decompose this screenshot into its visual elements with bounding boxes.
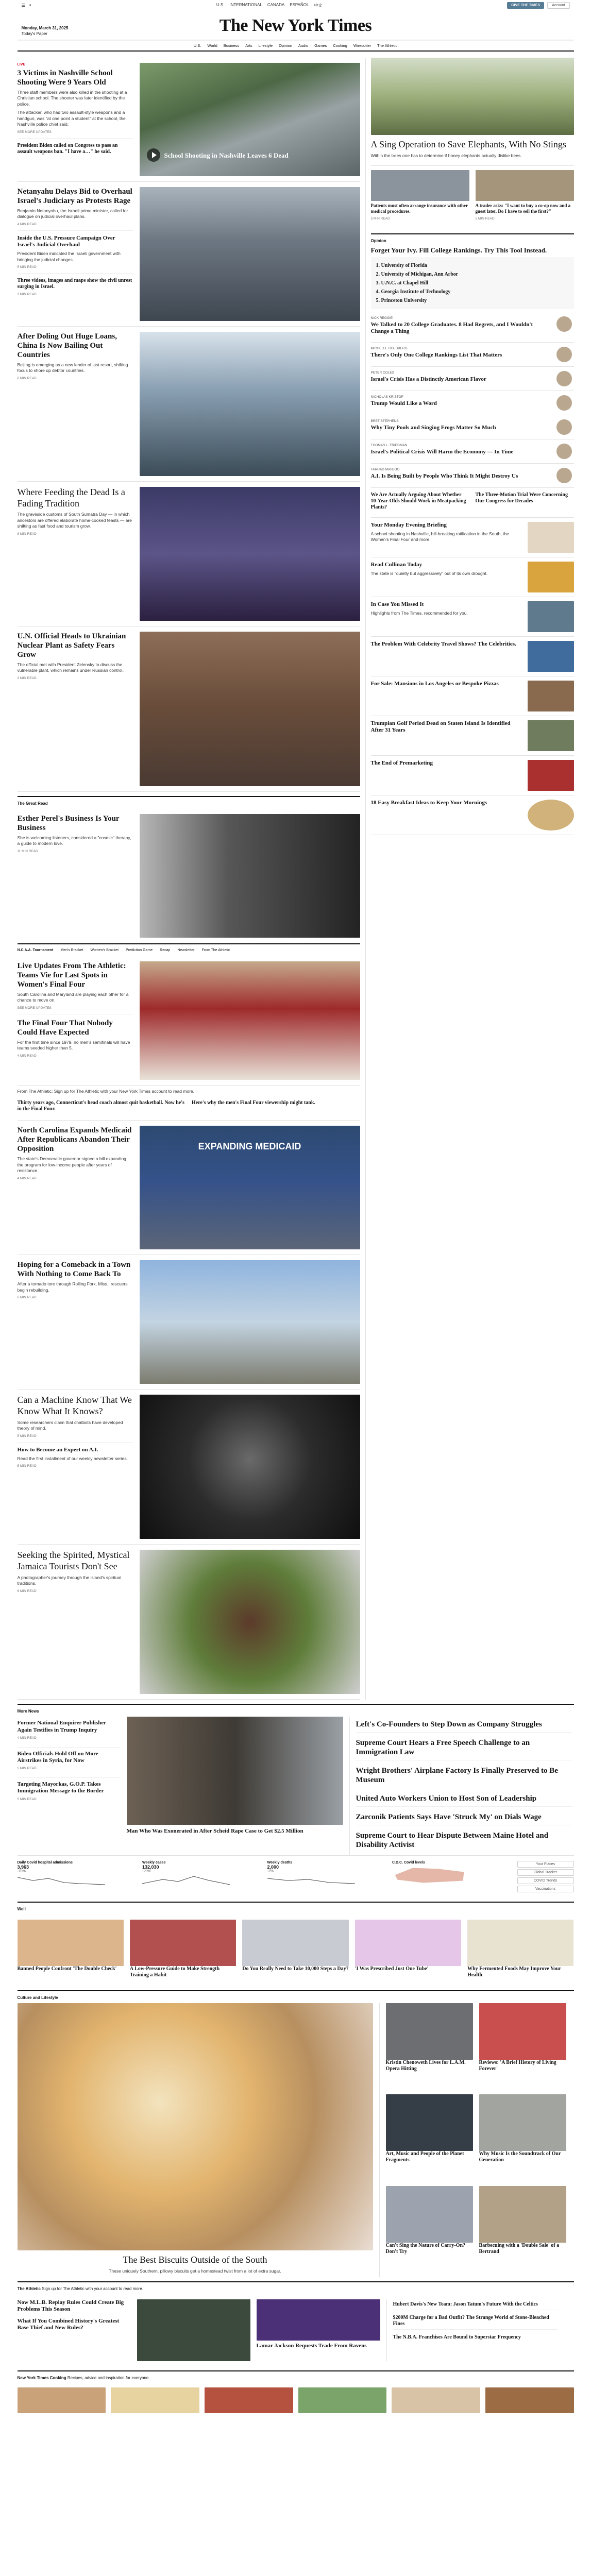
menu-icon[interactable]: ☰ [21, 3, 25, 8]
ranking-item: 3. U.N.C. at Chapel Hill [376, 280, 429, 286]
story-headline[interactable]: Esther Perel's Business Is Your Business [17, 815, 120, 832]
briefing-photo [528, 522, 574, 553]
pair-headline[interactable]: The Three-Motion Trial Were Concerning Our Congress for Decades [475, 492, 568, 504]
covid-stat: Daily Covid hospital admissions 3,963 -10% [18, 1861, 137, 1892]
nav-world[interactable]: World [207, 43, 217, 48]
column-divider [365, 58, 366, 1700]
culture-photo [479, 2094, 566, 2151]
nav-games[interactable]: Games [314, 43, 327, 48]
story-headline[interactable]: Can a Machine Know That We Know What It Knows? [17, 1395, 132, 1417]
story-headline[interactable]: Three videos, images and maps show the civil unrest surging in Israel. [17, 278, 132, 290]
medicaid-photo: EXPANDING MEDICAID [140, 1126, 360, 1249]
account-button[interactable]: Account [547, 2, 569, 9]
story-summary: A photographer's journey through the island's spiritual traditions. [17, 1574, 122, 1586]
temple-photo [140, 487, 360, 621]
lead-story[interactable] [18, 58, 360, 182]
lead-sub-summary: The attacker, who had two assault-style weapons and a handgun, was "at one point a student" at the school, the Nashville police chief said. [17, 110, 126, 127]
culture-item[interactable]: Can't Sing the Nature of Carry-On? Don't Try [386, 2186, 473, 2277]
story-meta: 6 MIN READ [17, 1589, 37, 1593]
live-badge: LIVE [17, 63, 26, 66]
culture-side [386, 2003, 566, 2277]
story-meta: 11 MIN READ [17, 849, 38, 853]
city-photo [140, 332, 360, 476]
exonerated-photo [127, 1717, 343, 1825]
well-item[interactable]: Do You Really Need to Take 10,000 Steps a Day? [242, 1920, 348, 1981]
opinion-item[interactable]: MICHELLE GOLDBERG There's Only One College Rankings List That Matters [371, 343, 574, 367]
main-column [18, 58, 360, 1700]
avatar [556, 347, 572, 362]
story-headline[interactable]: U.N. Official Heads to Ukrainian Nuclear Plant as Safety Fears Grow [17, 632, 126, 659]
masthead-date: Monday, March 31, 2025 [21, 26, 69, 31]
story-meta: 5 MIN READ [17, 1464, 37, 1468]
athletic-right-item[interactable]: The N.B.A. Franchises Are Bound to Superstar Frequency [393, 2334, 521, 2340]
edition-canada[interactable]: CANADA [267, 2, 285, 7]
nav-business[interactable]: Business [223, 43, 240, 48]
well-item[interactable]: A Low-Pressure Guide to Make Strength Training a Habit [130, 1920, 236, 1981]
search-icon[interactable]: ⌕ [29, 3, 32, 7]
right-list-item[interactable]: Trumpian Golf Period Dead on Staten Island Is Identified After 31 Years [371, 716, 574, 756]
story-great-read[interactable] [18, 809, 360, 943]
duo-headline[interactable]: Patients must often arrange insurance with other medical procedures. [370, 203, 468, 214]
right-list-item[interactable]: Read Cullinan Today The state is "quietly but aggressively" out of its own drought. [371, 557, 574, 597]
culture-item[interactable]: Reviews: 'A Brief History of Living Forever' [479, 2003, 566, 2094]
covid-stat: Weekly cases 132,030 -29% [142, 1861, 261, 1892]
tab-newsletter[interactable]: Newsletter [177, 948, 195, 952]
ranking-list[interactable] [371, 257, 574, 309]
well-item[interactable]: Banned People Confront 'The Double Check' [18, 1920, 124, 1981]
play-icon[interactable] [147, 148, 160, 162]
athletic-note: From The Athletic: Sign up for The Athletic with your New York Times account to read more. [17, 1089, 195, 1094]
story-meta: 3 MIN READ [17, 293, 37, 297]
covid-stat: C.D.C. Covid levels [392, 1861, 511, 1892]
pair-headline[interactable]: We Are Actually Arguing About Whether 10-Year-Olds Should Work in Meatpacking Plants? [370, 492, 466, 510]
story-headline[interactable]: Hoping for a Comeback in a Town With Nothing to Come Back To [17, 1261, 131, 1279]
right-column [371, 58, 574, 1700]
story-ukraine[interactable] [18, 626, 360, 792]
story-summary: Beijing is emerging as a new lender of last resort, shifting focus to shore up debtor countries. [17, 362, 128, 374]
edition-chinese[interactable]: 中文 [314, 3, 323, 8]
story-summary: Some researchers claim that chatbots have developed theory of mind. [17, 1419, 123, 1431]
opinion-item[interactable]: NICHOLAS KRISTOF Trump Would Like a Word [371, 391, 574, 415]
story-summary: After a tornado tore through Rolling Fork, Miss., rescuers begin rebuilding. [17, 1281, 128, 1293]
story-summary: For the first time since 1979, no men's semifinals will have teams seeded higher than 5. [17, 1039, 130, 1051]
more-news-item[interactable]: Former National Enquirer Publisher Again Testifies in Trump Inquiry 4 MIN READ [18, 1717, 121, 1747]
cooking-row [18, 2383, 574, 2417]
story-meta: 5 MIN READ [17, 1434, 37, 1438]
opinion-item[interactable]: NICK REGGIE We Talked to 20 College Graduates. 8 Had Regrets, and I Wouldn't Change a Thing [371, 312, 574, 342]
story-meta: 3 MIN READ [17, 676, 37, 680]
ai-face-photo [140, 1395, 360, 1539]
right-list-item[interactable]: In Case You Missed It Highlights from The Times, recommended for you. [371, 597, 574, 637]
covid-button[interactable]: Your Places [517, 1861, 574, 1868]
elephant-photo [371, 58, 574, 135]
covid-button[interactable]: COVID Trends [517, 1877, 574, 1884]
cooking-label[interactable]: New York Times Cooking Recipes, advice and inspiration for everyone. [18, 2370, 574, 2383]
list-photo [528, 760, 574, 791]
story-headline[interactable]: After Doling Out Huge Loans, China Is Now Bailing Out Countries [17, 332, 117, 359]
cooking-photo[interactable] [18, 2387, 106, 2413]
story-meta: 4 MIN READ [17, 222, 37, 226]
right-list-item[interactable]: The End of Premarketing [371, 756, 574, 795]
right-list-item[interactable]: For Sale: Mansions in Los Angeles or Bespoke Pizzas [371, 676, 574, 716]
covid-stat: Weekly deaths 2,000 -2% [267, 1861, 386, 1892]
subscribe-button[interactable]: GIVE THE TIMES [507, 2, 544, 9]
culture-item[interactable]: Art, Music and People of the Planet Fragments [386, 2094, 473, 2185]
covid-sparkline [18, 1873, 105, 1887]
well-photo [130, 1920, 236, 1966]
story-jamaica[interactable] [18, 1545, 360, 1700]
story-summary: She is welcoming listeners, considered a "cosmic" therapy, a guide to modern love. [17, 835, 131, 846]
nav-lifestyle[interactable]: Lifestyle [258, 43, 273, 48]
right-hero-summary: Within the trees one has to determine if honey elephants actually dislike bees. [370, 152, 522, 158]
ncaa-link[interactable]: Thirty years ago, Connecticut's head coach almost quit basketball. Now he's in the Final Four. [17, 1100, 184, 1112]
edition-international[interactable]: INTERNATIONAL [229, 2, 262, 7]
more-news-item[interactable]: Zarconik Patients Says Have 'Struck My' on Dials Wage [356, 1809, 572, 1825]
list-photo [528, 562, 574, 592]
duo-meta: 5 MIN READ [475, 216, 495, 221]
avatar [556, 316, 572, 332]
avatar [556, 419, 572, 435]
culture-photo [386, 2094, 473, 2151]
culture-item[interactable]: Why Music Is the Soundtrack of Our Generation [479, 2094, 566, 2185]
ranking-item: 4. Georgia Institute of Technology [376, 289, 451, 295]
more-news-item[interactable]: Supreme Court Hears a Free Speech Challenge to an Immigration Law [356, 1735, 572, 1760]
ranking-item: 1. University of Florida [376, 263, 427, 269]
story-summary: Read the first installment of our weekly newsletter series. [17, 1455, 128, 1461]
right-hero[interactable] [371, 135, 574, 166]
story-headline[interactable]: Live Updates From The Athletic: Teams Vie for Last Spots in Women's Final Four [17, 962, 126, 989]
opinion-item[interactable]: THOMAS L. FRIEDMAN Israel's Political Crisis Will Harm the Economy — In Time [371, 439, 574, 464]
athletic-right-item[interactable]: Hubert Davis's New Team: Jason Tatum's Future With the Celtics [393, 2299, 558, 2310]
opinion-item[interactable]: FARHAD MANJOO A.I. Is Being Built by People Who Think It Might Destroy Us [371, 464, 574, 488]
nav-audio[interactable]: Audio [298, 43, 309, 48]
well-photo [18, 1920, 124, 1966]
story-meta: 6 MIN READ [17, 1296, 37, 1300]
well-item[interactable]: 'I Was Prescribed Just One Tube' [355, 1920, 461, 1981]
well-photo [355, 1920, 461, 1966]
cooking-photo[interactable] [392, 2387, 480, 2413]
story-headline[interactable]: North Carolina Expands Medicaid After Republicans Abandon Their Opposition [17, 1126, 132, 1154]
well-photo [242, 1920, 348, 1966]
lead-more-link[interactable]: SEE MORE UPDATES [17, 130, 52, 134]
story-meta: 6 MIN READ [17, 376, 37, 380]
well-photo [467, 1920, 573, 1966]
covid-button[interactable]: Vaccinations [517, 1886, 574, 1892]
lead-video[interactable] [140, 63, 360, 176]
story-headline[interactable]: Where Feeding the Dead Is a Fading Tradition [17, 487, 125, 509]
story-summary: South Carolina and Maryland are playing each other for a chance to move on. [17, 992, 129, 1003]
ranking-item: 5. Princeton University [376, 298, 427, 304]
tornado-photo [140, 1260, 360, 1384]
well-label[interactable]: Well [18, 1902, 574, 1914]
culture-photo [386, 2186, 473, 2243]
crowd-photo [140, 632, 360, 786]
story-summary: The state's Democratic governor signed a bill expanding the program for low-income people after years of resistance. [17, 1156, 126, 1174]
story-summary: The official met with President Zelensky to discuss the vulnerable plant, which remains under Russian control. [17, 662, 124, 673]
covid-button[interactable]: Global Tracker [517, 1869, 574, 1876]
culture-item[interactable]: Kristin Chenoweth Lives for L.A.M. Opera Hitting [386, 2003, 473, 2094]
briefing-item[interactable]: Your Monday Evening Briefing A school shooting in Nashville, bill-breaking ratification in the South, the Women's Final Four and more. [371, 518, 574, 557]
lead-subheadline[interactable]: President Biden called on Congress to pass an assault weapons ban. "I have a…" he said. [17, 142, 118, 155]
list-photo [528, 601, 574, 632]
duo-photo [476, 170, 574, 201]
more-news-item[interactable]: United Auto Workers Union to Host Son of Leadership [356, 1791, 572, 1807]
nav-wirecutter[interactable]: Wirecutter [353, 43, 372, 48]
story-summary: Benjamin Netanyahu, the Israeli prime minister, called for dialogue on judicial overhaul plans. [17, 208, 128, 219]
duo-item[interactable] [371, 170, 469, 225]
portrait-photo [140, 814, 360, 938]
story-meta[interactable]: SEE MORE UPDATES [17, 1006, 52, 1010]
culture-section [18, 2003, 574, 2277]
story-ncaa[interactable] [18, 956, 360, 1086]
tab-prediction[interactable]: Prediction Game [126, 948, 153, 952]
athletic-item[interactable]: What If You Combined History's Greatest Base Thief and New Rules? [17, 2317, 120, 2331]
story-meta: 5 MIN READ [17, 265, 37, 269]
more-news-item[interactable]: Supreme Court to Hear Dispute Between Maine Hotel and Disability Activist [356, 1832, 549, 1850]
athletic-section [18, 2294, 574, 2366]
tab-athletic[interactable]: From The Athletic [201, 948, 230, 952]
cooking-photo[interactable] [485, 2387, 574, 2413]
right-list-item[interactable]: The Problem With Celebrity Travel Shows? The Celebrities. [371, 637, 574, 676]
todays-paper-link[interactable]: Today's Paper [21, 31, 47, 36]
masthead [18, 10, 574, 40]
more-news-item[interactable]: Targeting Mayorkas, G.O.P. Takes Immigration Message to the Border 5 MIN READ [17, 1781, 104, 1801]
list-photo [528, 800, 574, 831]
covid-map [392, 1865, 469, 1885]
section-nav [18, 40, 574, 52]
ncaa-tabs [18, 943, 360, 956]
cooking-photo[interactable] [205, 2387, 293, 2413]
date-box [22, 26, 83, 40]
main-grid [18, 58, 574, 1700]
ranking-headline[interactable]: Forget Your Ivy. Fill College Rankings. Try This Tool Instead. [370, 246, 547, 254]
ncaa-link[interactable]: Here's why the men's Final Four viewership might tank. [192, 1100, 315, 1106]
opinion-item[interactable]: PETER COLES Israel's Crisis Has a Distinctly American Flavor [371, 367, 574, 391]
edition-links [216, 3, 323, 8]
basketball-photo [140, 961, 360, 1080]
story-headline[interactable]: Netanyahu Delays Bid to Overhaul Israel's Judiciary as Protests Rage [17, 188, 132, 205]
nav-athletic[interactable]: The Athletic [377, 43, 398, 48]
list-photo [528, 641, 574, 672]
athletic-item[interactable]: Now M.L.B. Replay Rules Could Create Big Problems This Season [17, 2299, 124, 2312]
lead-summary: Three staff members were also killed in the shooting at a Christian school. The shooter was later identified by the police. [17, 90, 127, 107]
nav-cooking[interactable]: Cooking [333, 43, 347, 48]
right-list-item[interactable]: 18 Easy Breakfast Ideas to Keep Your Mornings [371, 795, 574, 835]
duo-photo [371, 170, 469, 201]
covid-tracker[interactable] [18, 1855, 574, 1897]
culture-main[interactable]: The Best Biscuits Outside of the South These uniquely Southern, pillowy biscuits get a homestead twist from a lot of extra sugar. [18, 2003, 373, 2277]
opinion-label[interactable]: Opinion [371, 233, 574, 246]
culture-photo [479, 2003, 566, 2060]
protest-photo [140, 187, 360, 321]
ranking-item: 2. University of Michigan, Ann Arbor [376, 272, 459, 278]
culture-photo [479, 2186, 566, 2243]
cooking-photo[interactable] [298, 2387, 387, 2413]
story-meta: 4 MIN READ [17, 1176, 37, 1180]
more-news-item[interactable]: Left's Co-Founders to Step Down as Company Struggles [356, 1717, 572, 1733]
story-summary: The graveside customs of South Sumatra Day — in which ancestors are offered elaborate home-cooked feasts — are shifting as fast food and tourism grow. [17, 512, 132, 529]
tab-recap[interactable]: Recap [160, 948, 171, 952]
page [18, 0, 574, 2417]
well-row [18, 1914, 574, 1986]
story-israel[interactable] [18, 182, 360, 327]
great-read-label[interactable]: The Great Read [18, 796, 360, 809]
story-china[interactable] [18, 327, 360, 482]
more-news-item[interactable]: Wright Brothers' Airplane Factory Is Finally Preserved to Be Museum [356, 1763, 572, 1788]
list-photo [528, 681, 574, 711]
tab-womens-bracket[interactable]: Women's Bracket [90, 948, 119, 952]
avatar [556, 371, 572, 386]
jamaica-photo [140, 1550, 360, 1694]
athletic-item[interactable]: Lamar Jackson Requests Trade From Ravens [257, 2299, 380, 2361]
story-headline[interactable]: How to Become an Expert on A.I. [17, 1446, 98, 1453]
well-item[interactable]: Why Fermented Foods May Improve Your Health [467, 1920, 573, 1981]
biscuits-photo [18, 2003, 373, 2250]
duo-meta: 5 MIN READ [370, 216, 390, 221]
athletic-label[interactable]: The Athletic Sign up for The Athletic with your account to read more. [18, 2281, 574, 2294]
more-news [18, 1717, 574, 1855]
covid-sparkline [142, 1873, 230, 1887]
nav-arts[interactable]: Arts [245, 43, 252, 48]
more-news-label[interactable]: More News [18, 1704, 574, 1717]
ncaa-links [18, 1100, 360, 1121]
avatar [556, 468, 572, 483]
athletic-photo [137, 2299, 250, 2361]
tab-ncaa[interactable]: N.C.A.A. Tournament [17, 948, 54, 952]
tab-mens-bracket[interactable]: Men's Bracket [60, 948, 83, 952]
duo-item[interactable] [476, 170, 574, 225]
story-headline[interactable]: Inside the U.S. Pressure Campaign Over Israel's Judicial Overhaul [17, 234, 115, 248]
list-photo [528, 720, 574, 751]
story-feeding[interactable] [18, 482, 360, 626]
athletic-photo [257, 2299, 380, 2341]
more-news-center[interactable]: Man Who Was Exonerated in After Scheid Rape Case to Get $2.5 Million [127, 1717, 343, 1855]
nyt-logo[interactable]: The New York Times [219, 16, 372, 35]
edition-espanol[interactable]: ESPAÑOL [290, 2, 309, 7]
right-hero-headline[interactable]: A Sing Operation to Save Elephants, With No Stings [370, 139, 566, 149]
duo-headline[interactable]: A trader asks: "I want to buy a co-op now and a guest later. Do I have to sell the first?" [475, 203, 571, 214]
edition-us[interactable]: U.S. [216, 2, 225, 7]
culture-item[interactable]: Barbecuing with a 'Double Sale' of a Bertrand [479, 2186, 566, 2277]
more-news-item[interactable]: Biden Officials Hold Off on More Airstrikes in Syria, for Now 5 MIN READ [18, 1748, 121, 1778]
covid-sparkline [267, 1873, 355, 1887]
story-headline[interactable]: The Final Four That Nobody Could Have Expected [17, 1019, 113, 1037]
opinion-pair [371, 488, 574, 518]
nav-opinion[interactable]: Opinion [279, 43, 292, 48]
avatar [556, 444, 572, 459]
athletic-right-item[interactable]: $200M Charge for a Bad Outfit? The Strange World of Stone-Bleached Fines [393, 2313, 558, 2330]
avatar [556, 395, 572, 411]
story-summary: President Biden indicated the Israeli government with bringing the judicial changes. [17, 251, 121, 262]
opinion-item[interactable]: BRET STEPHENS Why Tiny Pools and Singing Frogs Matter So Much [371, 415, 574, 439]
covid-buttons [517, 1861, 574, 1892]
story-meta: 8 MIN READ [17, 532, 37, 536]
cooking-photo[interactable] [111, 2387, 199, 2413]
story-tornado[interactable] [18, 1255, 360, 1389]
culture-photo [386, 2003, 473, 2060]
story-meta: 4 MIN READ [17, 1054, 37, 1058]
story-ai[interactable] [18, 1389, 360, 1545]
right-duo [371, 166, 574, 229]
video-caption: School Shooting in Nashville Leaves 6 Dead [164, 151, 289, 159]
nav-us[interactable]: U.S. [193, 43, 201, 48]
story-medicaid[interactable] [18, 1121, 360, 1255]
culture-label[interactable]: Culture and Lifestyle [18, 1990, 574, 2003]
lead-headline[interactable]: 3 Victims in Nashville School Shooting Were 9 Years Old [17, 69, 113, 87]
top-bar [18, 0, 574, 10]
story-headline[interactable]: Seeking the Spirited, Mystical Jamaica Tourists Don't See [17, 1550, 130, 1572]
